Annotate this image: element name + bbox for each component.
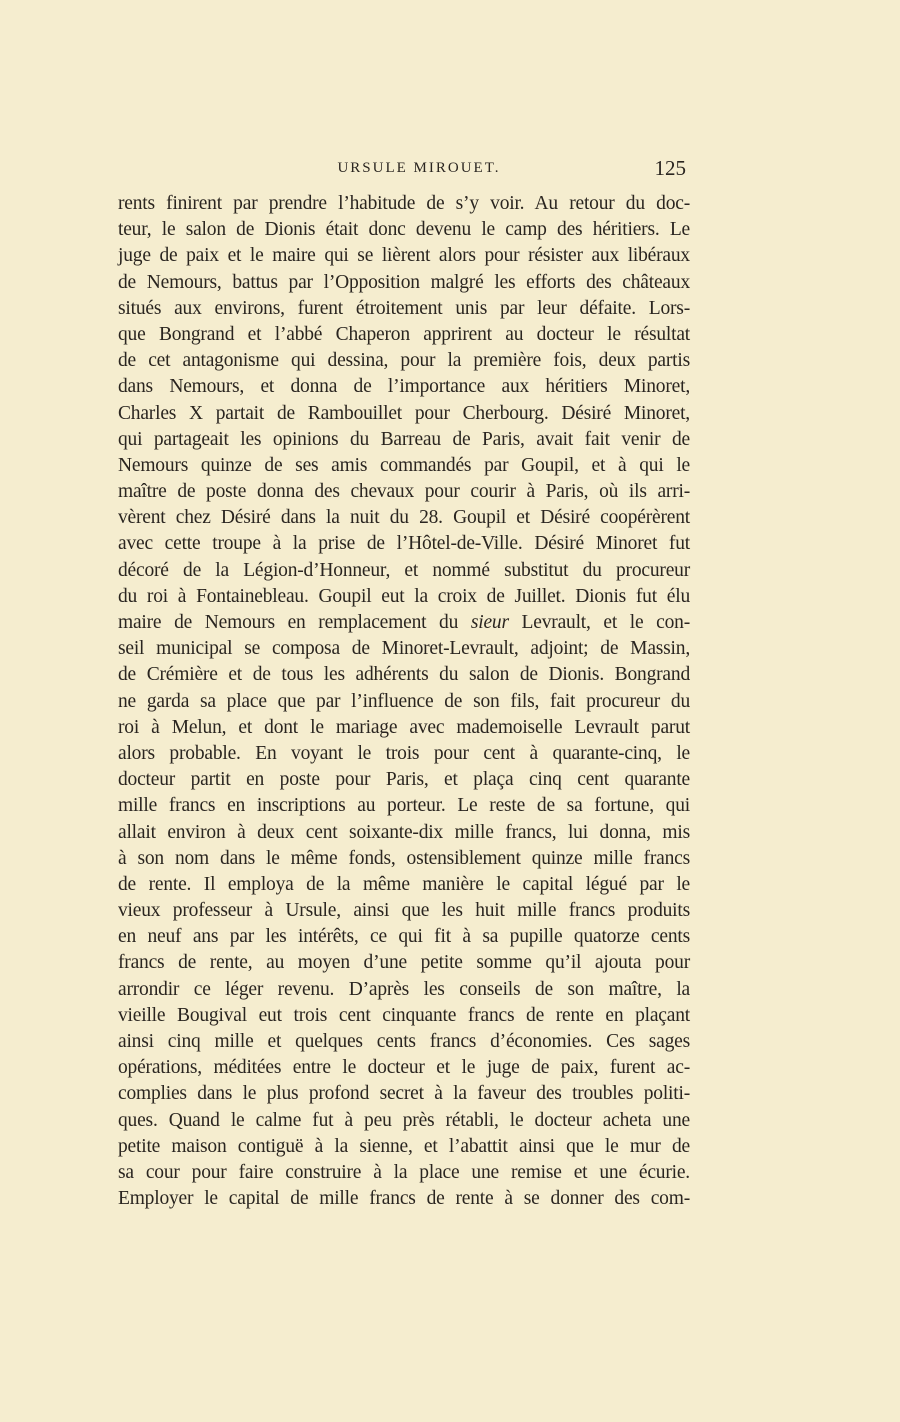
text-line: du roi à Fontainebleau. Goupil eut la croix de Juillet. Dionis fut élu <box>118 585 690 607</box>
body-text <box>118 191 690 1212</box>
italic-word: sieur <box>470 612 509 633</box>
text-line: de Nemours, battus par l’Opposition malgré les efforts des châteaux <box>118 271 690 293</box>
text-line: vèrent chez Désiré dans la nuit du 28. Goupil et Désiré coopérèrent <box>118 507 690 529</box>
text-line: Charles X partait de Rambouillet pour Cherbourg. Désiré Minoret, <box>118 402 690 424</box>
text-segment: maire de Nemours en remplacement du <box>118 612 471 633</box>
text-line: rents finirent par prendre l’habitude de s’y voir. Au retour du doc- <box>118 193 690 214</box>
text-line: que Bongrand et l’abbé Chaperon apprirent au docteur le résultat <box>118 323 690 345</box>
text-line: seil municipal se composa de Minoret-Levrault, adjoint; de Massin, <box>118 638 690 660</box>
text-line: situés aux environs, furent étroitement unis par leur défaite. Lors- <box>118 297 690 319</box>
text-line: sa cour pour faire construire à la place une remise et une écurie. <box>118 1161 690 1183</box>
text-line: ainsi cinq mille et quelques cents francs d’économies. Ces sages <box>118 1031 690 1052</box>
text-line: opérations, méditées entre le docteur et le juge de paix, furent ac- <box>118 1057 690 1079</box>
text-line: vieille Bougival eut trois cent cinquante francs de rente en plaçant <box>118 1004 690 1026</box>
text-line: ne garda sa place que par l’influence de son fils, fait procureur du <box>118 690 690 712</box>
text-line: docteur partit en poste pour Paris, et plaça cinq cent quarante <box>118 769 690 791</box>
running-title: URSULE MIROUET. <box>337 160 501 176</box>
text-line: arrondir ce léger revenu. D’après les conseils de son maître, la <box>118 978 690 1000</box>
text-line: allait environ à deux cent soixante-dix mille francs, lui donna, mis <box>118 821 690 843</box>
page-number: 125 <box>654 156 686 180</box>
text-line: dans Nemours, et donna de l’importance aux héritiers Minoret, <box>118 376 690 398</box>
text-line: vieux professeur à Ursule, ainsi que les huit mille francs produits <box>118 900 690 922</box>
text-line: petite maison contiguë à la sienne, et l’abattit ainsi que le mur de <box>118 1135 690 1157</box>
text-line: avec cette troupe à la prise de l’Hôtel-de-Ville. Désiré Minoret fut <box>118 533 690 555</box>
text-line: complies dans le plus profond secret à la faveur des troubles politi- <box>118 1083 690 1105</box>
text-line: maître de poste donna des chevaux pour courir à Paris, où ils arri- <box>118 481 690 503</box>
text-line: à son nom dans le même fonds, ostensiblement quinze mille francs <box>118 847 690 869</box>
text-line: roi à Melun, et dont le mariage avec mademoiselle Levrault parut <box>118 716 690 738</box>
text-line: juge de paix et le maire qui se lièrent alors pour résister aux libéraux <box>118 245 690 267</box>
text-line: Employer le capital de mille francs de rente à se donner des com- <box>118 1188 690 1210</box>
text-line: mille francs en inscriptions au porteur. Le reste de sa fortune, qui <box>118 795 690 817</box>
text-line: francs de rente, au moyen d’une petite somme qu’il ajouta pour <box>118 952 690 974</box>
text-line: de Crémière et de tous les adhérents du salon de Dionis. Bongrand <box>118 664 690 686</box>
text-line: de cet antagonisme qui dessina, pour la première fois, deux partis <box>118 350 690 372</box>
text-line: en neuf ans par les intérêts, ce qui fit à sa pupille quatorze cents <box>118 926 690 948</box>
text-segment: Levrault, et le con- <box>508 612 690 633</box>
text-line: ques. Quand le calme fut à peu près rétabli, le docteur acheta une <box>118 1109 690 1131</box>
text-line: qui partageait les opinions du Barreau de Paris, avait fait venir de <box>118 428 690 450</box>
text-line: teur, le salon de Dionis était donc devenu le camp des héritiers. Le <box>118 219 690 241</box>
text-line: de rente. Il employa de la même manière le capital légué par le <box>118 873 690 895</box>
text-line: décoré de la Légion-d’Honneur, et nommé substitut du procureur <box>118 559 690 581</box>
text-line <box>118 610 690 636</box>
text-line: alors probable. En voyant le trois pour cent à quarante-cinq, le <box>118 742 690 764</box>
text-line: Nemours quinze de ses amis commandés par Goupil, et à qui le <box>118 454 690 476</box>
page-header <box>118 158 690 182</box>
